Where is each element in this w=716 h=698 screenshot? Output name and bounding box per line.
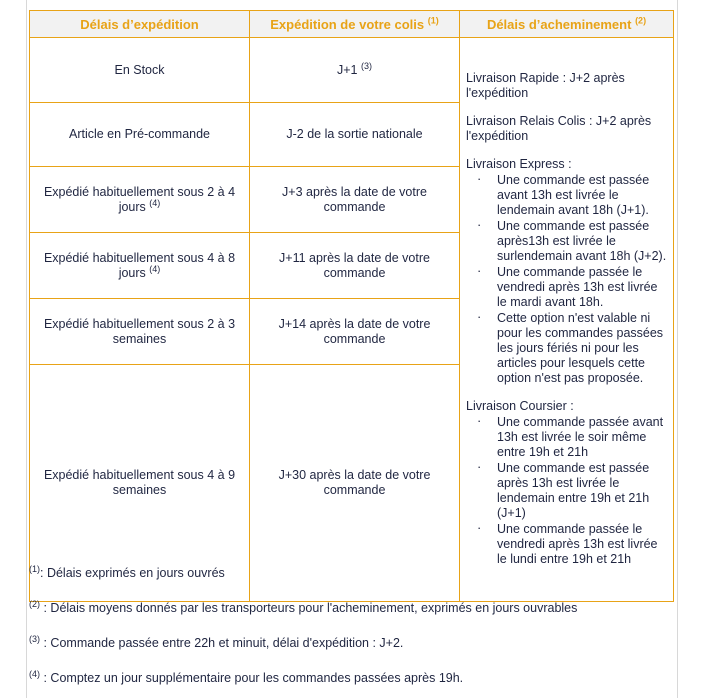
cell-text: Expédié habituellement sous 4 à 9 semaines [43,468,236,497]
footnote-marker: (3) [29,633,40,644]
footnote-text: : Comptez un jour supplémentaire pour les commandes passées après 19h. [43,671,464,685]
cell-note: (3) [361,60,372,71]
bullet-icon: · [477,263,482,278]
bullet-icon: · [477,520,482,535]
list-item-text: Une commande est passée après13h est livrée le surlendemain avant 18h (J+2). [497,219,667,263]
cell-text: Expédié habituellement sous 4 à 8 jours [43,250,236,280]
list-item [466,522,667,567]
column-header-note: (2) [635,15,647,26]
bullet-icon: · [477,459,482,474]
column-header-delais-acheminement [460,11,674,38]
footnote-text: : Délais exprimés en jours ouvrés [40,566,225,580]
livraison-rapide-text: Livraison Rapide : J+2 après l'expédition [466,71,625,100]
footnote-text: : Commande passée entre 22h et minuit, délai d'expédition : J+2. [43,636,404,650]
row-label-en-stock [30,38,250,103]
column-header-expedition-colis [250,11,460,38]
cell-text: J+11 après la date de votre commande [279,250,430,280]
footnote-marker: (4) [29,668,40,679]
list-item-text: Une commande passée le vendredi après 13h est livrée le lundi entre 19h et 21h [497,522,658,566]
row-value-2-4-jours [250,167,460,233]
bullet-icon: · [477,413,482,428]
list-item-text: Une commande est passée après 13h est livrée le lendemain entre 19h et 21h (J+1) [497,461,650,520]
row-value-2-3-semaines [250,299,460,365]
shipping-delays-section [29,10,673,602]
cell-text: Article en Pré-commande [68,127,211,141]
cell-note: (4) [149,263,161,274]
list-item [466,219,667,264]
footnote-2 [29,598,673,616]
row-value-precommande [250,103,460,167]
livraison-express-block [466,157,667,386]
list-item-text: Cette option n'est valable ni pour les commandes passées les jours fériés ni pour les articles pour lesquels cette option n'est pas proposée. [497,311,664,385]
cell-text: En Stock [114,62,165,77]
column-header-label: Expédition de votre colis [270,16,425,32]
cell-text: J+1 [337,62,358,77]
cell-note: (4) [149,197,161,208]
column-header-label: Délais d’acheminement [486,16,632,32]
row-label-4-8-jours [30,233,250,299]
list-item [466,461,667,521]
shipping-delays-table [29,10,674,602]
table-row [30,38,674,103]
cell-text: Expédié habituellement sous 2 à 4 jours [43,184,236,214]
footnote-marker: (1) [29,563,40,574]
cell-text: J-2 de la sortie nationale [286,127,423,141]
cell-text: Expédié habituellement sous 2 à 3 semaines [43,316,236,346]
row-label-2-4-jours [30,167,250,233]
livraison-relais-colis-text: Livraison Relais Colis : J+2 après l'expédition [466,114,652,143]
row-value-en-stock [250,38,460,103]
bullet-icon: · [477,171,482,186]
list-item [466,311,667,386]
footnotes-section [29,563,673,686]
page-rule-right [677,0,678,698]
row-label-precommande [30,103,250,167]
table-header-row [30,11,674,38]
list-item [466,415,667,460]
bullet-icon: · [477,217,482,232]
livraison-coursier-title: Livraison Coursier : [466,399,574,413]
row-value-4-8-jours [250,233,460,299]
column-header-note: (1) [427,15,439,26]
cell-text: J+30 après la date de votre commande [278,468,431,497]
footnote-marker: (2) [29,598,40,609]
list-item-text: Une commande passée le vendredi après 13h est livrée le mardi avant 18h. [497,265,658,309]
footnote-4 [29,668,673,686]
list-item [466,173,667,218]
row-label-2-3-semaines [30,299,250,365]
list-item-text: Une commande est passée avant 13h est livrée le lendemain avant 18h (J+1). [497,173,650,217]
page-rule-left [26,0,27,698]
cell-text: J+3 après la date de votre commande [282,184,427,214]
column-header-label: Délais d’expédition [80,16,199,32]
livraison-coursier-list [466,415,667,567]
footnote-3 [29,633,673,651]
column-header-delais-expedition [30,11,250,38]
footnote-1 [29,563,673,581]
livraison-express-title: Livraison Express : [466,157,572,171]
livraison-coursier-block [466,399,667,567]
list-item [466,265,667,310]
acheminement-details-cell [460,38,674,602]
livraison-express-list [466,173,667,386]
list-item-text: Une commande passée avant 13h est livrée le soir même entre 19h et 21h [497,415,664,459]
cell-text: J+14 après la date de votre commande [278,316,431,346]
footnote-text: : Délais moyens donnés par les transporteurs pour l'acheminement, exprimés en jours ouvrables [43,601,578,615]
bullet-icon: · [477,309,482,324]
